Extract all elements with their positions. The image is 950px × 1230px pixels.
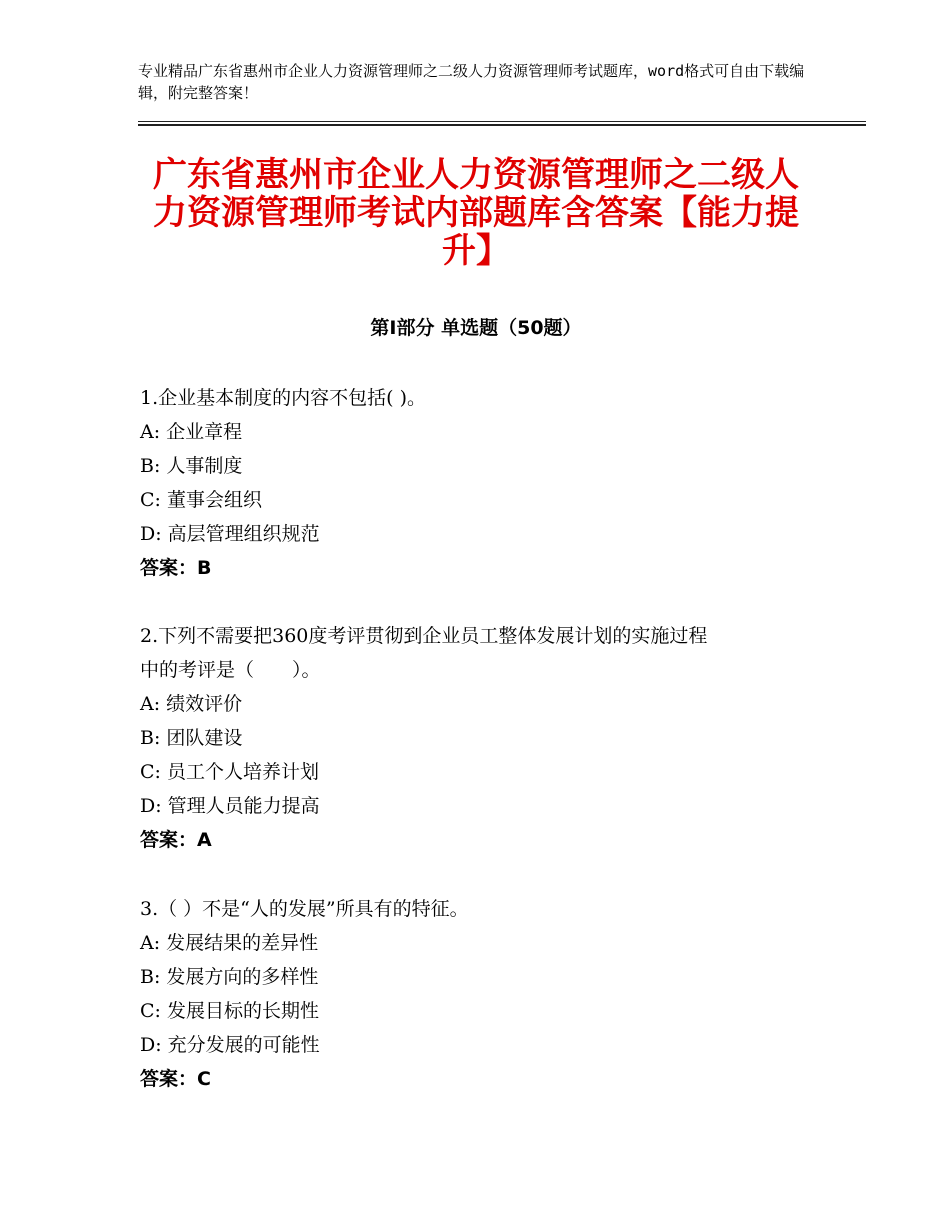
option-d: D: 管理人员能力提高 [140,795,320,817]
question-stem-continued: 中的考评是（ ）。 [140,659,321,681]
option-d: D: 充分发展的可能性 [140,1034,320,1056]
option-a: A: 发展结果的差异性 [140,932,319,954]
question-3 [140,892,800,1096]
option-c: C: 董事会组织 [140,489,262,511]
option-b: B: 团队建设 [140,727,243,749]
option-b: B: 发展方向的多样性 [140,966,319,988]
question-stem: 1.企业基本制度的内容不包括( )。 [140,387,426,409]
header-note: 专业精品广东省惠州市企业人力资源管理师之二级人力资源管理师考试题库，word格式可自由下载编辑，附完整答案！ [138,62,805,102]
header-divider [138,121,866,126]
section-heading: 第Ⅰ部分 单选题（50题） [370,317,582,339]
question-stem: 2.下列不需要把360度考评贯彻到企业员工整体发展计划的实施过程 [140,625,708,647]
document-title [138,156,814,270]
answer: 答案：B [140,557,212,579]
option-d: D: 高层管理组织规范 [140,523,320,545]
question-1 [140,381,800,585]
answer: 答案：A [140,829,212,851]
title-line-3: 升】 [442,231,510,271]
question-stem: 3.（ ）不是“人的发展”所具有的特征。 [140,898,469,920]
option-a: A: 绩效评价 [140,693,243,715]
question-2 [140,619,800,857]
option-a: A: 企业章程 [140,421,243,443]
answer: 答案：C [140,1068,211,1090]
option-c: C: 发展目标的长期性 [140,1000,319,1022]
option-b: B: 人事制度 [140,455,243,477]
title-line-1: 广东省惠州市企业人力资源管理师之二级人 [153,155,799,195]
option-c: C: 员工个人培养计划 [140,761,319,783]
title-line-2: 力资源管理师考试内部题库含答案【能力提 [153,193,799,233]
